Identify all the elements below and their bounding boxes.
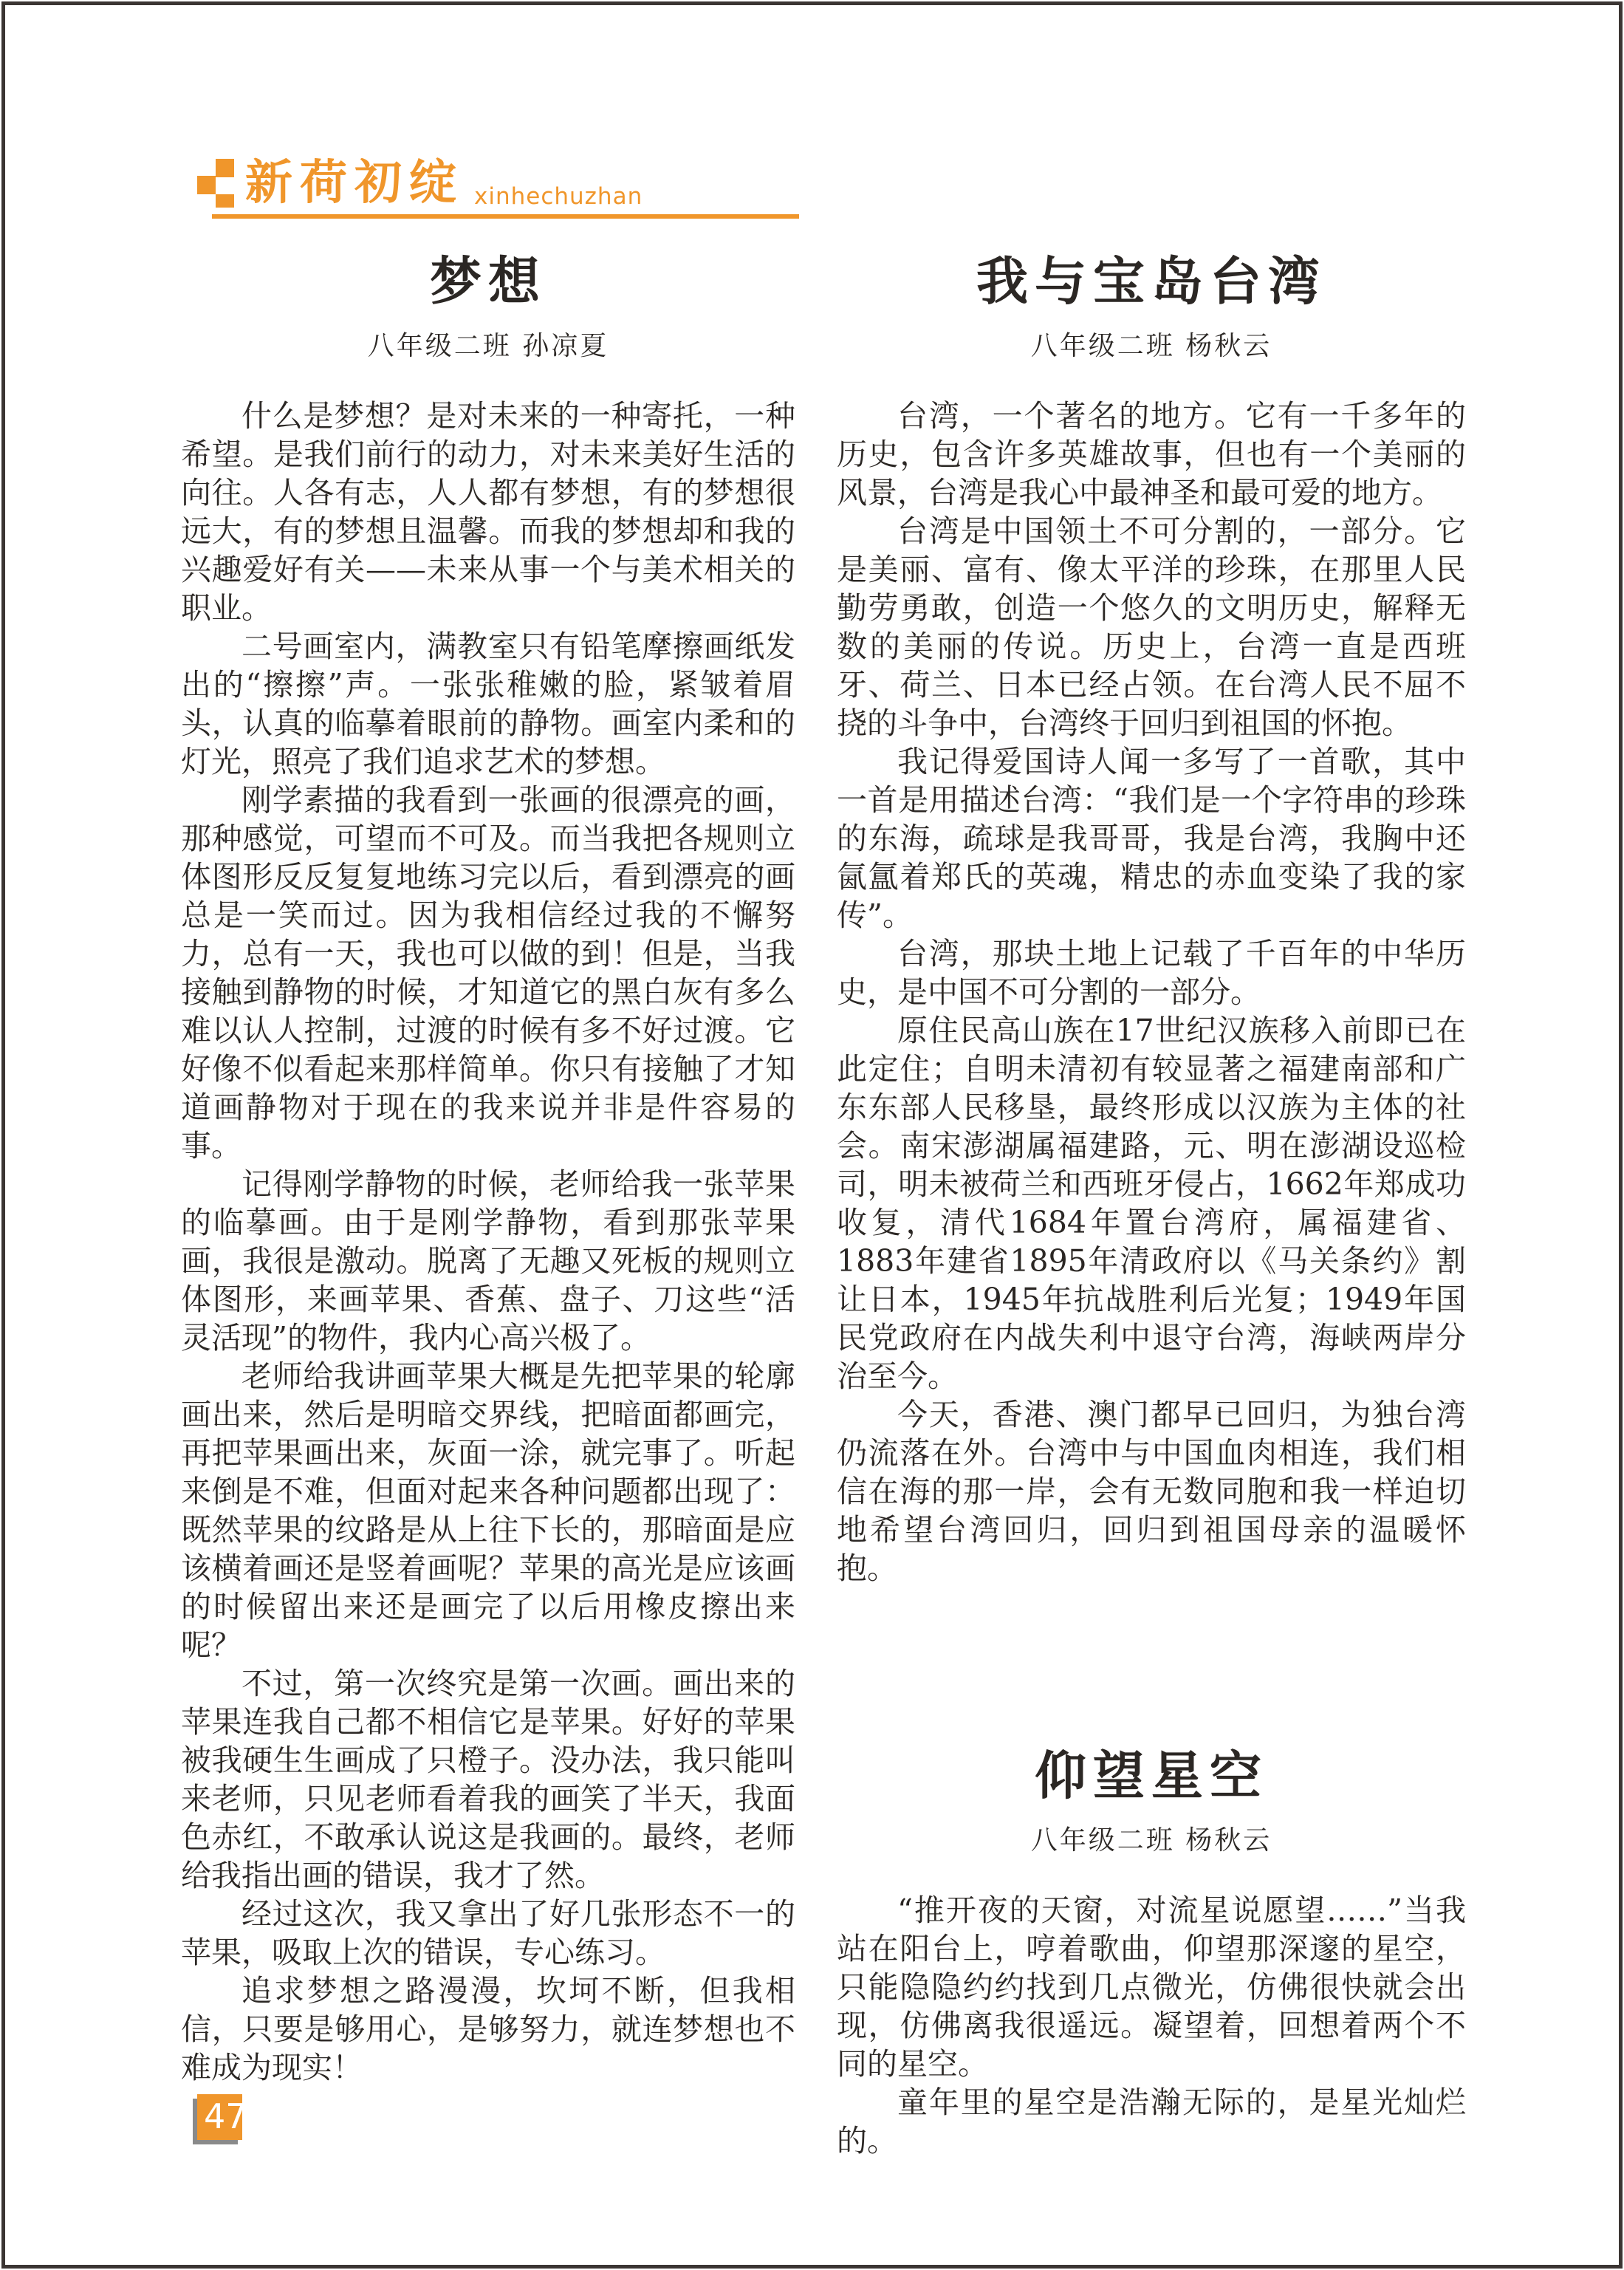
page-number-badge: 47 [197, 2094, 242, 2140]
essay1-paragraph: 经过这次，我又拿出了好几张形态不一的苹果，吸取上次的错误，专心练习。 [181, 1896, 795, 1970]
essay1-byline: 八年级二班 孙凉夏 [367, 331, 609, 361]
left-column [181, 250, 795, 2087]
essay2-byline: 八年级二班 杨秋云 [1030, 331, 1272, 361]
essay2-title: 我与宝岛台湾 [976, 250, 1326, 312]
essay3-paragraph: “推开夜的天窗，对流星说愿望……”当我站在阳台上，哼着歌曲，仰望那深邃的星空，只能隐隐约约找到几点微光，仿佛很快就会出现，仿佛离我很遥远。凝望着，回想着两个不同的星空。 [837, 1893, 1466, 2082]
essay2-paragraph: 我记得爱国诗人闻一多写了一首歌，其中一首是用描述台湾：“我们是一个字符串的珍珠的东海，疏球是我哥哥，我是台湾，我胸中还氤氲着郑氏的英魂，精忠的赤血变染了我的家传”。 [837, 744, 1466, 933]
magazine-logo-pinyin: xinhechuzhan [474, 183, 643, 210]
essay1-paragraph: 什么是梦想？是对未来的一种寄托，一种希望。是我们前行的动力，对未来美好生活的向往。人各有志，人人都有梦想，有的梦想很远大，有的梦想且温馨。而我的梦想却和我的兴趣爱好有关——未来从事一个与美术相关的职业。 [181, 398, 795, 626]
essay1-paragraph: 不过，第一次终究是第一次画。画出来的苹果连我自己都不相信它是苹果。好好的苹果被我硬生生画成了只橙子。没办法，我只能叫来老师，只见老师看着我的画笑了半天，我面色赤红，不敢承认说这是我画的。最终，老师给我指出画的错误，我才了然。 [181, 1666, 795, 1893]
essay3-title: 仰望星空 [1035, 1745, 1268, 1806]
essay3-byline: 八年级二班 杨秋云 [1030, 1825, 1272, 1856]
logo-squares-icon [197, 157, 236, 209]
essay1-paragraph: 追求梦想之路漫漫，坎坷不断，但我相信，只要是够用心，是够努力，就连梦想也不难成为现实！ [181, 1973, 795, 2085]
masthead-underline [212, 214, 799, 219]
essay2-paragraph: 台湾，那块土地上记载了千百年的中华历史，是中国不可分割的一部分。 [837, 936, 1466, 1010]
logo-square-bottom [216, 194, 234, 208]
essay2-paragraph: 台湾是中国领土不可分割的，一部分。它是美丽、富有、像太平洋的珍珠，在那里人民勤劳勇敢，创造一个悠久的文明历史，解释无数的美丽的传说。历史上，台湾一直是西班牙、荷兰、日本已经占领。在台湾人民不屈不挠的斗争中，台湾终于回归到祖国的怀抱。 [837, 513, 1466, 741]
essay1-paragraph: 记得刚学静物的时候，老师给我一张苹果的临摹画。由于是刚学静物，看到那张苹果画，我很是激动。脱离了无趣又死板的规则立体图形，来画苹果、香蕉、盘子、刀这些“活灵活现”的物件，我内心高兴极了。 [181, 1166, 795, 1355]
essay1-paragraph: 老师给我讲画苹果大概是先把苹果的轮廓画出来，然后是明暗交界线，把暗面都画完，再把苹果画出来，灰面一涂，就完事了。听起来倒是不难，但面对起来各种问题都出现了：既然苹果的纹路是从上往下长的，那暗面是应该横着画还是竖着画呢？苹果的高光是应该画的时候留出来还是画完了以后用橡皮擦出来呢？ [181, 1358, 795, 1663]
essay1-title: 梦想 [430, 250, 547, 312]
essay2-paragraph: 台湾，一个著名的地方。它有一千多年的历史，包含许多英雄故事，但也有一个美丽的风景，台湾是我心中最神圣和最可爱的地方。 [837, 398, 1466, 510]
magazine-logo-chinese: 新荷初绽 [245, 156, 464, 211]
essay1-paragraph: 刚学素描的我看到一张画的很漂亮的画，那种感觉，可望而不可及。而当我把各规则立体图形反反复复地练习完以后，看到漂亮的画总是一笑而过。因为我相信经过我的不懈努力，总有一天，我也可以做的到！但是，当我接触到静物的时候，才知道它的黑白灰有多么难以认人控制，过渡的时候有多不好过渡。它好像不似看起来那样简单。你只有接触了才知道画静物对于现在的我来说并非是件容易的事。 [181, 782, 795, 1163]
essay2-paragraph: 原住民高山族在17世纪汉族移入前即已在此定住；自明未清初有较显著之福建南部和广东东部人民移垦，最终形成以汉族为主体的社会。南宋澎湖属福建路，元、明在澎湖设巡检司，明未被荷兰和西班牙侵占，1662年郑成功收复，清代1684年置台湾府，属福建省、1883年建省1895年清政府以《马关条约》割让日本，1945年抗战胜利后光复；1949年国民党政府在内战失利中退守台湾，海峡两岸分治至今。 [837, 1013, 1466, 1394]
right-column [837, 250, 1466, 2160]
essay2-paragraph: 今天，香港、澳门都早已回归，为独台湾仍流落在外。台湾中与中国血肉相连，我们相信在海的那一岸，会有无数同胞和我一样迫切地希望台湾回归，回归到祖国母亲的温暖怀抱。 [837, 1397, 1466, 1586]
logo-square-top [216, 159, 234, 177]
essay1-paragraph: 二号画室内，满教室只有铅笔摩擦画纸发出的“擦擦”声。一张张稚嫩的脸，紧皱着眉头，认真的临摹着眼前的静物。画室内柔和的灯光，照亮了我们追求艺术的梦想。 [181, 629, 795, 779]
logo-square-left [197, 176, 216, 194]
essay3-paragraph: 童年里的星空是浩瀚无际的，是星光灿烂的。 [837, 2085, 1466, 2158]
